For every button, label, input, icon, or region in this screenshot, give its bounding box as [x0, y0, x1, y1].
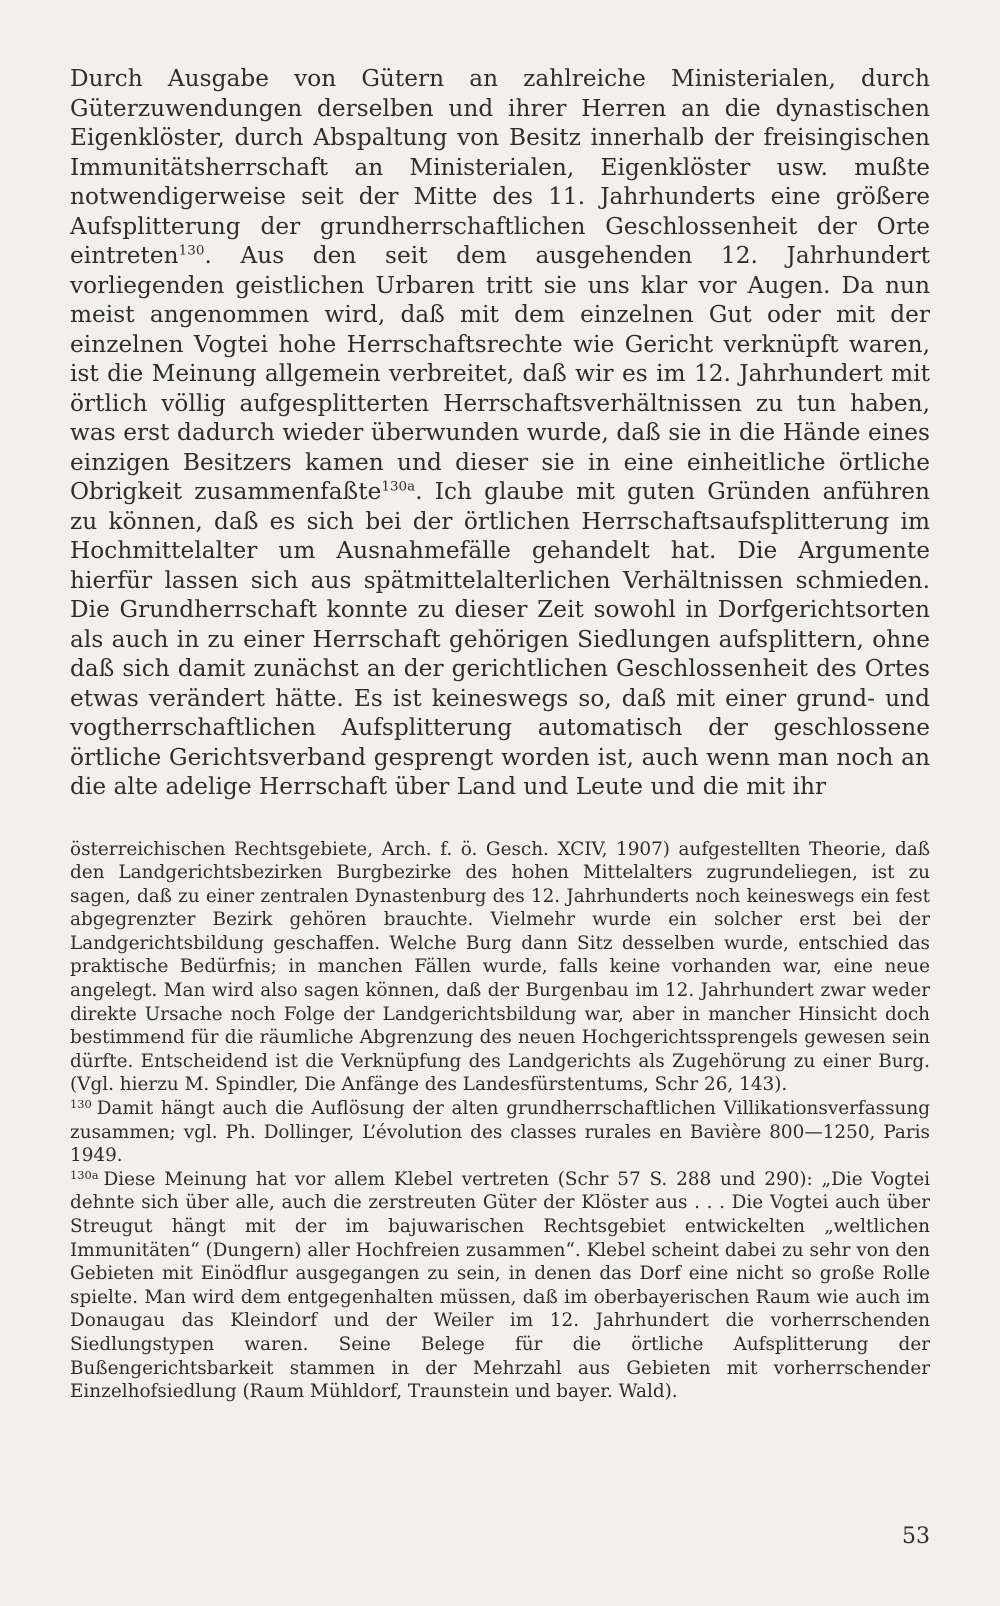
- footnote-130: [70, 1097, 930, 1168]
- footnote-number-130a: 130a: [70, 1167, 99, 1182]
- book-page: [70, 64, 930, 1404]
- main-text-part-1: Durch Ausgabe von Gütern an zahlreiche Ministerialen, durch Güterzuwendungen derselben und ihrer Herren an die dynastischen Eigenklöster, durch Abspaltung von Besitz innerhalb der freisingischen Immunitätsherrschaft an Ministerialen, Eigenklöster usw. mußte notwendigerweise seit der Mitte des 11. Jahrhunderts eine größere Aufsplitterung der grundherrschaftlichen Geschlossenheit der Orte eintreten: [70, 65, 930, 269]
- page-number: 53: [902, 1524, 930, 1549]
- footnote-ref-130: 130: [178, 243, 205, 259]
- main-paragraph: [70, 64, 930, 802]
- footnote-130a: [70, 1168, 930, 1404]
- main-text-part-2: . Aus den seit dem ausgehenden 12. Jahrhundert vorliegenden geistlichen Urbaren tritt sie uns klar vor Augen. Da nun meist angenommen wird, daß mit dem einzelnen Gut oder mit der einzelnen Vogtei hohe Herrschaftsrechte wie Gericht verknüpft waren, ist die Meinung allgemein verbreitet, daß wir es im 12. Jahrhundert mit örtlich völlig aufgesplitterten Herrschaftsverhältnissen zu tun haben, was erst dadurch wieder überwunden wurde, daß sie in die Hände eines einzigen Besitzers kamen und dieser sie in eine einheitliche örtliche Obrigkeit zusammenfaßte: [70, 242, 930, 505]
- footnote-number-130: 130: [70, 1096, 92, 1111]
- footnotes-section: [70, 838, 930, 1404]
- main-text-part-3: . Ich glaube mit guten Gründen anführen zu können, daß es sich bei der örtlichen Herrschaftsaufsplitterung im Hochmittelalter um Ausnahmefälle gehandelt hat. Die Argumente hierfür lassen sich aus spätmittelalterlichen Verhältnissen schmieden. Die Grundherrschaft konnte zu dieser Zeit sowohl in Dorfgerichtsorten als auch in zu einer Herrschaft gehörigen Siedlungen aufsplittern, ohne daß sich damit zunächst an der gerichtlichen Geschlossenheit des Ortes etwas verändert hätte. Es ist keineswegs so, daß mit einer grund- und vogtherrschaftlichen Aufsplitterung automatisch der geschlossene örtliche Gerichtsverband gesprengt worden ist, auch wenn man noch an die alte adelige Herrschaft über Land und Leute und die mit ihr: [70, 478, 930, 800]
- footnote-text-130a: Diese Meinung hat vor allem Klebel vertreten (Schr 57 S. 288 und 290): „Die Vogtei dehnte sich über alle, auch die zerstreuten Güter der Klöster aus . . . Die Vogtei auch über Streugut hängt mit der im bajuwarischen Rechtsgebiet entwickelten „weltlichen Immunitäten“ (Dungern) aller Hochfreien zusammen“. Klebel scheint dabei zu sehr von den Gebieten mit Einödflur ausgegangen zu sein, in denen das Dorf eine nicht so große Rolle spielte. Man wird dem entgegenhalten müssen, daß im oberbayerischen Raum wie auch im Donaugau das Kleindorf und der Weiler im 12. Jahrhundert die vorherrschenden Siedlungstypen waren. Seine Belege für die örtliche Aufsplitterung der Bußengerichtsbarkeit stammen in der Mehrzahl aus Gebieten mit vorherrschender Einzelhofsiedlung (Raum Mühldorf, Traunstein und bayer. Wald).: [70, 1168, 930, 1403]
- footnote-continuation: österreichischen Rechtsgebiete, Arch. f. ö. Gesch. XCIV, 1907) aufgestellten Theorie, daß den Landgerichtsbezirken Burgbezirke des hohen Mittelalters zugrundeliegen, ist zu sagen, daß zu einer zentralen Dynastenburg des 12. Jahrhunderts noch keineswegs ein fest abgegrenzter Bezirk gehören brauchte. Vielmehr wurde ein solcher erst bei der Landgerichtsbildung geschaffen. Welche Burg dann Sitz desselben wurde, entschied das praktische Bedürfnis; in manchen Fällen wurde, falls keine vorhanden war, eine neue angelegt. Man wird also sagen können, daß der Burgenbau im 12. Jahrhundert zwar weder direkte Ursache noch Folge der Landgerichtsbildung war, aber in mancher Hinsicht doch bestimmend für die räumliche Abgrenzung des neuen Hochgerichtssprengels gewesen sein dürfte. Entscheidend ist die Verknüpfung des Landgerichts als Zugehörung zu einer Burg. (Vgl. hierzu M. Spindler, Die Anfänge des Landesfürstentums, Schr 26, 143).: [70, 838, 930, 1096]
- footnote-text-130: Damit hängt auch die Auflösung der alten grundherrschaftlichen Villikationsverfassung zusammen; vgl. Ph. Dollinger, L’évolution des classes rurales en Bavière 800—1250, Paris 1949.: [70, 1098, 930, 1167]
- footnote-ref-130a: 130a: [381, 479, 416, 495]
